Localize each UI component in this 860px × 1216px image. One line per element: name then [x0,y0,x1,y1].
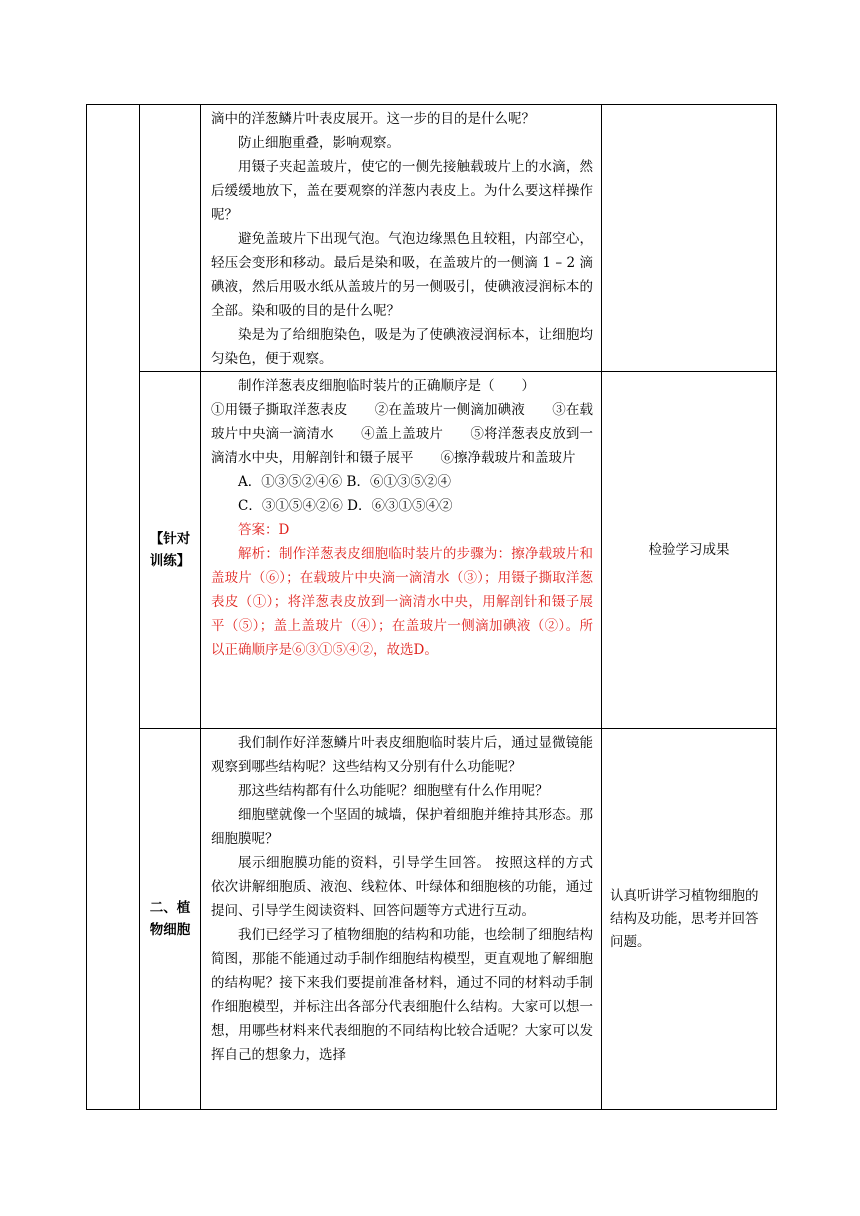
row-label: 【针对训练】 [149,531,191,569]
options-cd: C．③①⑤④②⑥ D．⑥③①⑤④② [238,498,453,514]
paragraph: 避免盖玻片下出现气泡。气泡边缘黑色且较粗，内部空心，轻压会变形和移动。最后是染和吸，在盖玻片的一侧滴 1 – 2 滴碘液，然后用吸水纸从盖玻片的另一侧吸引，使碘液浸润标本的全部。染和吸的目的是什么呢？ [211,231,593,319]
paragraph: 染是为了给细胞染色，吸是为了使碘液浸润标本，让细胞均匀染色，便于观察。 [211,327,593,367]
note-cell [602,105,777,372]
note-cell [602,372,777,729]
teacher-note: 检验学习成果 [648,541,730,558]
table-row [87,729,777,1110]
question-steps: ①用镊子撕取洋葱表皮 ②在盖玻片一侧滴加碘液 ③在载玻片中央滴一滴清水 ④盖上盖玻片 ⑤将洋葱表皮放到一滴清水中央，用解剖针和镊子展平 ⑥擦净载玻片和盖玻片 [211,402,593,466]
options-ab: A．①③⑤②④⑥ B．⑥①③⑤②④ [238,474,451,490]
row-label: 二、植物细胞 [149,900,191,938]
paragraph: 我们已经学习了植物细胞的结构和功能，也绘制了细胞结构简图，那能不能通过动手制作细胞结构模型，更直观地了解细胞的结构呢？接下来我们要提前准备材料，通过不同的材料动手制作细胞模型，并标注出各部分代表细胞什么结构。大家可以想一想，用哪些材料来代表细胞的不同结构比较合适呢？大家可以发挥自己的想象力，选择 [211,927,593,1063]
paragraph: 细胞壁就像一个坚固的城墙，保护着细胞并维持其形态。那细胞膜呢？ [211,807,593,847]
table-row [87,105,777,372]
paragraph: 滴中的洋葱鳞片叶表皮展开。这一步的目的是什么呢？ [211,111,535,127]
content-cell [201,372,602,729]
answer-text: 答案：D [238,522,290,538]
paragraph: 用镊子夹起盖玻片，使它的一侧先接触载玻片上的水滴，然后缓缓地放下，盖在要观察的洋葱内表皮上。为什么要这样操作呢？ [211,159,593,223]
analysis-text: 解析：制作洋葱表皮细胞临时装片的步骤为：擦净载玻片和盖玻片（⑥）；在载玻片中央滴一滴清水（③）；用镊子撕取洋葱表皮（①）；将洋葱表皮放到一滴清水中央，用解剖针和镊子展平（⑤）；盖上盖玻片（④）；在盖玻片一侧滴加碘液（②）。所以正确顺序是⑥③①⑤④②，故选D。 [211,546,593,658]
question-text: 制作洋葱表皮细胞临时装片的正确顺序是（ ） [238,378,535,394]
label-cell [140,105,201,372]
section-cell [87,105,140,1110]
table-row [87,372,777,729]
note-cell [602,729,777,1110]
paragraph: 我们制作好洋葱鳞片叶表皮细胞临时装片后，通过显微镜能观察到哪些结构呢？这些结构又分别有什么功能呢？ [211,735,593,775]
content-cell [201,105,602,372]
label-cell [140,372,201,729]
paragraph: 展示细胞膜功能的资料，引导学生回答。 按照这样的方式依次讲解细胞质、液泡、线粒体、叶绿体和细胞核的功能，通过提问、引导学生阅读资料、回答问题等方式进行互动。 [211,855,593,919]
lesson-plan-table [86,104,777,1110]
label-cell [140,729,201,1110]
student-note: 认真听讲学习植物细胞的结构及功能，思考并回答问题。 [610,887,759,950]
content-cell [201,729,602,1110]
paragraph: 那这些结构都有什么功能呢？细胞壁有什么作用呢？ [238,783,549,799]
paragraph: 防止细胞重叠，影响观察。 [238,135,400,151]
